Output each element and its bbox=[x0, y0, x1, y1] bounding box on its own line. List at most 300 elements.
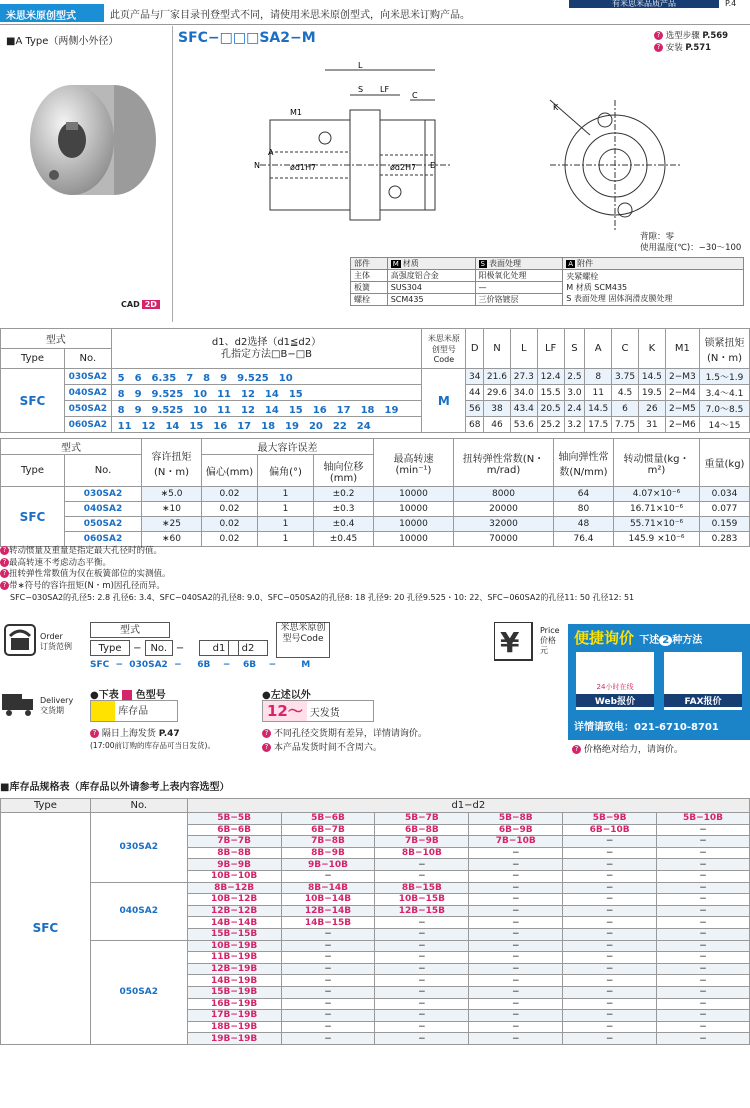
t1-val: 4.5 bbox=[612, 385, 639, 401]
note-icon: ? bbox=[0, 569, 9, 578]
note-icon: ? bbox=[0, 581, 9, 590]
t2-val: 0.02 bbox=[202, 502, 258, 517]
inv-cell: − bbox=[469, 963, 563, 975]
t1-h-type: 型式 bbox=[1, 329, 112, 349]
t2-val: 1 bbox=[258, 517, 314, 532]
t1-torque: 14〜15 bbox=[700, 417, 750, 433]
t2-val: ∗5.0 bbox=[142, 487, 202, 502]
t1-val: 46 bbox=[484, 417, 511, 433]
inv-cell: − bbox=[657, 986, 750, 998]
mat-cell: 阳极氧化处理 bbox=[475, 270, 563, 282]
inv-cell: − bbox=[281, 975, 375, 987]
inv-cell: − bbox=[563, 836, 657, 848]
t2-val: ∗10 bbox=[142, 502, 202, 517]
product-photo bbox=[14, 60, 164, 210]
inv-cell: 14B−15B bbox=[281, 917, 375, 929]
t1-type: SFC bbox=[1, 369, 65, 433]
dim-N: N bbox=[254, 161, 260, 170]
order-h-type: 型式 bbox=[90, 622, 170, 638]
env-info bbox=[640, 232, 741, 254]
dim-C: C bbox=[412, 91, 418, 100]
stock-box bbox=[90, 700, 178, 722]
inv-cell: 14B−14B bbox=[187, 917, 281, 929]
t1-val: 3.0 bbox=[564, 385, 585, 401]
t1-val: 43.4 bbox=[510, 401, 537, 417]
inv-cell: − bbox=[375, 998, 469, 1010]
t1-val: 19.5 bbox=[638, 385, 665, 401]
t1-h-col: LF bbox=[537, 329, 564, 369]
t1-no: 060SA2 bbox=[65, 417, 112, 433]
t1-val: 2−M5 bbox=[665, 401, 699, 417]
t1-h-col: N bbox=[484, 329, 511, 369]
order-no: No. bbox=[145, 640, 173, 656]
price-unit: 元 bbox=[540, 646, 548, 655]
notes bbox=[0, 546, 634, 604]
delivery-n1 bbox=[90, 726, 180, 739]
t1-val: 25.2 bbox=[537, 417, 564, 433]
n2-text: 不同孔径交货期有差异，详情请询价。 bbox=[273, 729, 427, 739]
dim-D: D bbox=[430, 161, 437, 170]
technical-drawing bbox=[250, 60, 740, 230]
inv-cell: − bbox=[375, 1033, 469, 1045]
inv-cell: − bbox=[469, 1033, 563, 1045]
page-ref: P.4 bbox=[725, 0, 737, 8]
inv-cell: − bbox=[657, 824, 750, 836]
t1-val: 14.5 bbox=[585, 401, 612, 417]
box-icon bbox=[91, 701, 115, 721]
days-value: 12〜 bbox=[263, 701, 307, 721]
inv-cell: − bbox=[657, 952, 750, 964]
dim-L: L bbox=[358, 61, 363, 70]
banner-title: 便捷询价 bbox=[574, 629, 635, 647]
inv-cell: 9B−9B bbox=[187, 859, 281, 871]
refs bbox=[654, 30, 728, 54]
truck-icon bbox=[2, 690, 36, 718]
stock-text: 库存品 bbox=[118, 706, 149, 717]
inv-cell: − bbox=[281, 963, 375, 975]
inv-cell: − bbox=[469, 928, 563, 940]
inv-cell: − bbox=[657, 998, 750, 1010]
inv-cell: 8B−9B bbox=[281, 847, 375, 859]
order-label bbox=[40, 632, 72, 652]
t1-val: 56 bbox=[466, 401, 484, 417]
t1-d: 8 9 9.525 10 11 12 14 15 bbox=[111, 385, 422, 401]
inv-cell: − bbox=[563, 963, 657, 975]
t1-d: 5 6 6.35 7 8 9 9.525 10 bbox=[111, 369, 422, 385]
inv-h-type: Type bbox=[1, 799, 91, 813]
inv-cell: − bbox=[657, 836, 750, 848]
mat-cell: 三价铬镀层 bbox=[475, 294, 563, 306]
delivery-a bbox=[90, 686, 166, 701]
t2-h-mis: 最大容许误差 bbox=[202, 439, 374, 455]
t2-h-tst: 扭转弹性常数(N・m/rad) bbox=[454, 439, 554, 487]
inv-cell: 7B−10B bbox=[469, 836, 563, 848]
order-h-d1: d1 bbox=[199, 640, 239, 656]
cad-text: CAD bbox=[121, 300, 140, 309]
inv-cell: − bbox=[375, 986, 469, 998]
delivery-n1s: (17:00前订购的库存品可当日发货)。 bbox=[90, 741, 215, 750]
inv-cell: − bbox=[375, 940, 469, 952]
inv-cell: − bbox=[563, 905, 657, 917]
note: 转动惯量及重量是指定最大孔径时的值。 bbox=[9, 546, 163, 556]
n1-text: 隔日上海发货 bbox=[101, 729, 156, 739]
inv-cell: − bbox=[469, 952, 563, 964]
t2-h-wt: 重量(kg) bbox=[700, 439, 750, 487]
inv-cell: 6B−8B bbox=[375, 824, 469, 836]
inv-cell: − bbox=[657, 1021, 750, 1033]
delivery-n2 bbox=[262, 726, 427, 739]
t2-val: 0.02 bbox=[202, 517, 258, 532]
t1-val: 34.0 bbox=[510, 385, 537, 401]
inv-cell: 8B−8B bbox=[187, 847, 281, 859]
inv-cell: − bbox=[375, 859, 469, 871]
t2-h-in: 转动惯量(kg・m²) bbox=[614, 439, 700, 487]
inv-cell: 6B−10B bbox=[563, 824, 657, 836]
dim-d1: ød1H7 bbox=[290, 163, 317, 172]
t1-code: M bbox=[422, 369, 466, 433]
inv-cell: − bbox=[469, 998, 563, 1010]
dim-M1: M1 bbox=[290, 108, 302, 117]
header-note: 此页产品与厂家目录刊登型式不同，请使用米思米原创型式，向米思米订购产品。 bbox=[110, 10, 470, 21]
inv-cell: 5B−5B bbox=[187, 813, 281, 825]
info-icon: ? bbox=[654, 31, 663, 40]
inv-cell: 12B−12B bbox=[187, 905, 281, 917]
t2-val: 64 bbox=[554, 487, 614, 502]
t1-torque: 7.0〜8.5 bbox=[700, 401, 750, 417]
delivery-cn: 交货期 bbox=[40, 706, 64, 715]
web-quote[interactable] bbox=[576, 652, 654, 710]
inv-cell: − bbox=[563, 986, 657, 998]
mat-cell: SCM435 bbox=[387, 294, 475, 306]
t2-type: SFC bbox=[1, 487, 65, 547]
t1-h-type2: Type bbox=[1, 349, 65, 369]
inv-cell: 7B−9B bbox=[375, 836, 469, 848]
backlash: 背隙：零 bbox=[640, 232, 675, 242]
inv-cell: − bbox=[563, 859, 657, 871]
t2-val: ∗60 bbox=[142, 532, 202, 547]
temp-range: 使用温度(℃)：−30〜100 bbox=[640, 243, 742, 253]
acc-line: S 表面处理 固体润滑皮膜处理 bbox=[566, 294, 673, 303]
t2-val: ∗25 bbox=[142, 517, 202, 532]
inv-cell: − bbox=[375, 975, 469, 987]
fax-quote[interactable] bbox=[664, 652, 742, 710]
order-h-code: 米思米原创型号Code bbox=[276, 622, 330, 658]
inv-cell: 5B−7B bbox=[375, 813, 469, 825]
inv-cell: − bbox=[469, 894, 563, 906]
inv-cell: 14B−19B bbox=[187, 975, 281, 987]
inv-cell: 12B−19B bbox=[187, 963, 281, 975]
acc-line: M 材质 SCM435 bbox=[566, 283, 628, 292]
t2-val: 0.159 bbox=[700, 517, 750, 532]
t1-val: 20.5 bbox=[537, 401, 564, 417]
t2-val: ±0.4 bbox=[314, 517, 374, 532]
t1-d: 8 9 9.525 10 11 12 14 15 16 17 18 19 bbox=[111, 401, 422, 417]
t2-h-ang: 偏角(°) bbox=[258, 455, 314, 487]
t1-torque: 1.5〜1.9 bbox=[700, 369, 750, 385]
mat-cell: 高强度铝合金 bbox=[387, 270, 475, 282]
fax-label: FAX报价 bbox=[664, 694, 742, 707]
inv-cell: − bbox=[469, 905, 563, 917]
t1-val: 6 bbox=[612, 401, 639, 417]
t1-val: 27.3 bbox=[510, 369, 537, 385]
inv-cell: − bbox=[563, 1033, 657, 1045]
t1-val: 31 bbox=[638, 417, 665, 433]
inv-cell: − bbox=[657, 975, 750, 987]
dimension-table bbox=[0, 328, 750, 433]
t1-val: 17.5 bbox=[585, 417, 612, 433]
t1-val: 2−M3 bbox=[665, 369, 699, 385]
inv-cell: − bbox=[281, 1021, 375, 1033]
t2-h-ax: 轴向位移(mm) bbox=[314, 455, 374, 487]
inv-cell: 8B−10B bbox=[375, 847, 469, 859]
inv-cell: − bbox=[375, 928, 469, 940]
t1-val: 8 bbox=[585, 369, 612, 385]
mat-h-surface: 表面处理 bbox=[488, 259, 521, 268]
t1-val: 2.5 bbox=[564, 369, 585, 385]
inv-cell: − bbox=[657, 963, 750, 975]
t1-h-col: L bbox=[510, 329, 537, 369]
mat-cell: 螺栓 bbox=[351, 294, 388, 306]
t1-h-col: S bbox=[564, 329, 585, 369]
inv-cell: − bbox=[281, 986, 375, 998]
t2-val: 0.034 bbox=[700, 487, 750, 502]
mat-h-material: 材质 bbox=[402, 259, 419, 268]
t1-h-no: No. bbox=[65, 349, 112, 369]
t2-h-no: No. bbox=[65, 455, 142, 487]
note: 扭转弹性常数值为仅在板簧部位的实测值。 bbox=[9, 569, 171, 579]
inv-cell: 11B−19B bbox=[187, 952, 281, 964]
inv-cell: 6B−9B bbox=[469, 824, 563, 836]
t1-h-d: d1、d2选择（d1≦d2） bbox=[211, 336, 322, 348]
inv-h-d: d1−d2 bbox=[187, 799, 749, 813]
delivery-label bbox=[40, 696, 73, 716]
inv-cell: 8B−15B bbox=[375, 882, 469, 894]
t1-h-torque: 锁紧扭矩(N・m) bbox=[700, 329, 750, 369]
acc-line: 夹紧螺栓 bbox=[566, 272, 599, 281]
mat-cell: 板簧 bbox=[351, 282, 388, 294]
n1-page[interactable]: P.47 bbox=[158, 729, 180, 739]
note: SFC−030SA2的孔径5: 2.8 孔径6: 3.4、SFC−040SA2的孔径8: 9.0、SFC−050SA2的孔径8: 18 孔径9: 20 孔径9.525・10: 22、SFC−060SA2的孔径11: 50 孔径12: 51 bbox=[10, 593, 635, 602]
inv-cell: − bbox=[563, 975, 657, 987]
inv-cell: − bbox=[657, 882, 750, 894]
inv-no: 030SA2 bbox=[90, 813, 187, 883]
t1-no: 040SA2 bbox=[65, 385, 112, 401]
t2-h-ecc: 偏心(mm) bbox=[202, 455, 258, 487]
info-icon: ? bbox=[654, 43, 663, 52]
t2-h-type: 型式 bbox=[1, 439, 142, 455]
delivery-a-text: ●下表 bbox=[90, 690, 119, 701]
t2-val: 145.9 ×10⁻⁶ bbox=[614, 532, 700, 547]
color-swatch bbox=[122, 690, 132, 700]
note: 最高转速不考虑动态平衡。 bbox=[9, 557, 112, 568]
cad-badge[interactable] bbox=[121, 300, 160, 309]
order-example: SFC − 030SA2 − 6B − 6B − M bbox=[90, 660, 311, 670]
t1-no: 030SA2 bbox=[65, 369, 112, 385]
mat-h-acc: 附件 bbox=[577, 259, 594, 268]
price-cn: 价格 bbox=[540, 636, 556, 645]
inv-cell: 16B−19B bbox=[187, 998, 281, 1010]
inv-cell: − bbox=[281, 998, 375, 1010]
t2-val: 16.71×10⁻⁶ bbox=[614, 502, 700, 517]
inv-cell: − bbox=[469, 847, 563, 859]
inv-cell: 5B−9B bbox=[563, 813, 657, 825]
t1-val: 29.6 bbox=[484, 385, 511, 401]
t1-val: 12.4 bbox=[537, 369, 564, 385]
inv-cell: 9B−10B bbox=[281, 859, 375, 871]
info-icon: ? bbox=[262, 729, 271, 738]
mat-cell: 主体 bbox=[351, 270, 388, 282]
n3-text: 本产品发货时间不含周六。 bbox=[273, 743, 382, 753]
t1-val: 14.5 bbox=[638, 369, 665, 385]
inv-cell: − bbox=[375, 870, 469, 882]
t1-val: 38 bbox=[484, 401, 511, 417]
inv-cell: − bbox=[657, 940, 750, 952]
inv-cell: − bbox=[281, 952, 375, 964]
inv-cell: − bbox=[657, 905, 750, 917]
price-en: Price bbox=[540, 626, 560, 635]
t1-val: 11 bbox=[585, 385, 612, 401]
inv-cell: 15B−15B bbox=[187, 928, 281, 940]
inv-cell: − bbox=[657, 1033, 750, 1045]
inv-cell: − bbox=[469, 975, 563, 987]
t1-val: 68 bbox=[466, 417, 484, 433]
info-icon: ? bbox=[572, 745, 581, 754]
t1-val: 2.4 bbox=[564, 401, 585, 417]
inv-cell: − bbox=[563, 882, 657, 894]
inv-cell: 10B−15B bbox=[375, 894, 469, 906]
page-title: SFC−□□□SA2−M bbox=[178, 30, 316, 46]
t2-val: ±0.2 bbox=[314, 487, 374, 502]
inv-type: SFC bbox=[1, 813, 91, 1045]
cad-2d: 2D bbox=[142, 300, 160, 309]
inv-cell: − bbox=[469, 870, 563, 882]
t2-val: 76.4 bbox=[554, 532, 614, 547]
banner-text-2: 种方法 bbox=[672, 635, 703, 646]
top-label: 有米思米品质产品 bbox=[569, 0, 719, 8]
t1-val: 53.6 bbox=[510, 417, 537, 433]
inv-cell: 15B−19B bbox=[187, 986, 281, 998]
inv-no: 040SA2 bbox=[90, 882, 187, 940]
inv-cell: − bbox=[657, 917, 750, 929]
delivery-n3 bbox=[262, 740, 382, 753]
mat-cell: — bbox=[475, 282, 563, 294]
inv-cell: 5B−10B bbox=[657, 813, 750, 825]
t1-val: 15.5 bbox=[537, 385, 564, 401]
dim-d2: ød2H7 bbox=[390, 163, 417, 172]
inv-cell: − bbox=[563, 952, 657, 964]
order-en: Order bbox=[40, 632, 63, 641]
t1-d: 11 12 14 15 16 17 18 19 20 22 24 bbox=[111, 417, 422, 433]
t2-val: ±0.45 bbox=[314, 532, 374, 547]
inv-cell: − bbox=[657, 894, 750, 906]
t2-no: 030SA2 bbox=[65, 487, 142, 502]
inv-cell: − bbox=[281, 870, 375, 882]
divider bbox=[0, 24, 750, 25]
inv-cell: − bbox=[375, 1010, 469, 1022]
inv-cell: − bbox=[657, 847, 750, 859]
t2-val: 20000 bbox=[454, 502, 554, 517]
t1-val: 44 bbox=[466, 385, 484, 401]
ref-2-label: 安装 bbox=[665, 43, 683, 53]
inv-row bbox=[1, 940, 750, 952]
inv-cell: 12B−14B bbox=[281, 905, 375, 917]
ship-text: 天发货 bbox=[309, 708, 340, 719]
inv-cell: − bbox=[469, 1010, 563, 1022]
inv-cell: − bbox=[281, 1010, 375, 1022]
performance-table bbox=[0, 438, 750, 547]
inv-cell: − bbox=[469, 917, 563, 929]
phone-icon bbox=[4, 624, 36, 656]
t2-no: 040SA2 bbox=[65, 502, 142, 517]
tel-number[interactable]: 021-6710-8701 bbox=[634, 722, 719, 733]
inv-cell: − bbox=[563, 1010, 657, 1022]
inv-cell: 7B−8B bbox=[281, 836, 375, 848]
tel-label: 详情请致电： bbox=[574, 722, 634, 733]
banner-text: 下述 bbox=[639, 635, 660, 646]
ref-2-page[interactable]: P.571 bbox=[685, 43, 712, 53]
svg-text:¥: ¥ bbox=[500, 626, 520, 659]
t1-h-col: M1 bbox=[665, 329, 699, 369]
inv-cell: 10B−14B bbox=[281, 894, 375, 906]
a-icon: A bbox=[568, 260, 574, 268]
t1-val: 2−M4 bbox=[665, 385, 699, 401]
inv-cell: − bbox=[657, 1010, 750, 1022]
inv-cell: − bbox=[563, 847, 657, 859]
days-box bbox=[262, 700, 374, 722]
t2-val: 0.283 bbox=[700, 532, 750, 547]
inv-no: 050SA2 bbox=[90, 940, 187, 1044]
mat-cell: SUS304 bbox=[387, 282, 475, 294]
t2-val: 32000 bbox=[454, 517, 554, 532]
inv-cell: 6B−7B bbox=[281, 824, 375, 836]
t1-h-col: A bbox=[585, 329, 612, 369]
inv-cell: − bbox=[375, 963, 469, 975]
order-cn: 订货范例 bbox=[40, 642, 72, 651]
inquiry-banner[interactable] bbox=[568, 624, 750, 740]
note-icon: ? bbox=[0, 558, 9, 567]
m-icon: M bbox=[392, 260, 399, 268]
t2-val: 10000 bbox=[374, 502, 454, 517]
inv-cell: 8B−12B bbox=[187, 882, 281, 894]
inv-cell: − bbox=[563, 928, 657, 940]
t2-h-ast: 轴向弹性常数(N/mm) bbox=[554, 439, 614, 487]
inv-cell: − bbox=[469, 859, 563, 871]
ref-1-page[interactable]: P.569 bbox=[702, 31, 729, 41]
t2-val: 8000 bbox=[454, 487, 554, 502]
inv-cell: − bbox=[563, 917, 657, 929]
section-tag: 米思米原创型式 bbox=[0, 4, 104, 22]
t2-val: 55.71×10⁻⁶ bbox=[614, 517, 700, 532]
material-table bbox=[350, 257, 744, 306]
t1-torque: 3.4〜4.1 bbox=[700, 385, 750, 401]
inv-cell: − bbox=[657, 859, 750, 871]
inv-cell: − bbox=[563, 870, 657, 882]
t1-val: 21.6 bbox=[484, 369, 511, 385]
t2-val: 80 bbox=[554, 502, 614, 517]
t2-val: 0.02 bbox=[202, 487, 258, 502]
t2-val: 10000 bbox=[374, 517, 454, 532]
t2-val: 70000 bbox=[454, 532, 554, 547]
note-icon: ? bbox=[0, 546, 9, 555]
info-icon: ? bbox=[262, 743, 271, 752]
inv-cell: − bbox=[281, 1033, 375, 1045]
dim-K: K bbox=[553, 103, 559, 112]
yen-icon bbox=[494, 622, 534, 662]
vertical-divider bbox=[172, 26, 173, 322]
t1-h-col: D bbox=[466, 329, 484, 369]
inv-cell: − bbox=[281, 928, 375, 940]
inv-cell: 17B−19B bbox=[187, 1010, 281, 1022]
